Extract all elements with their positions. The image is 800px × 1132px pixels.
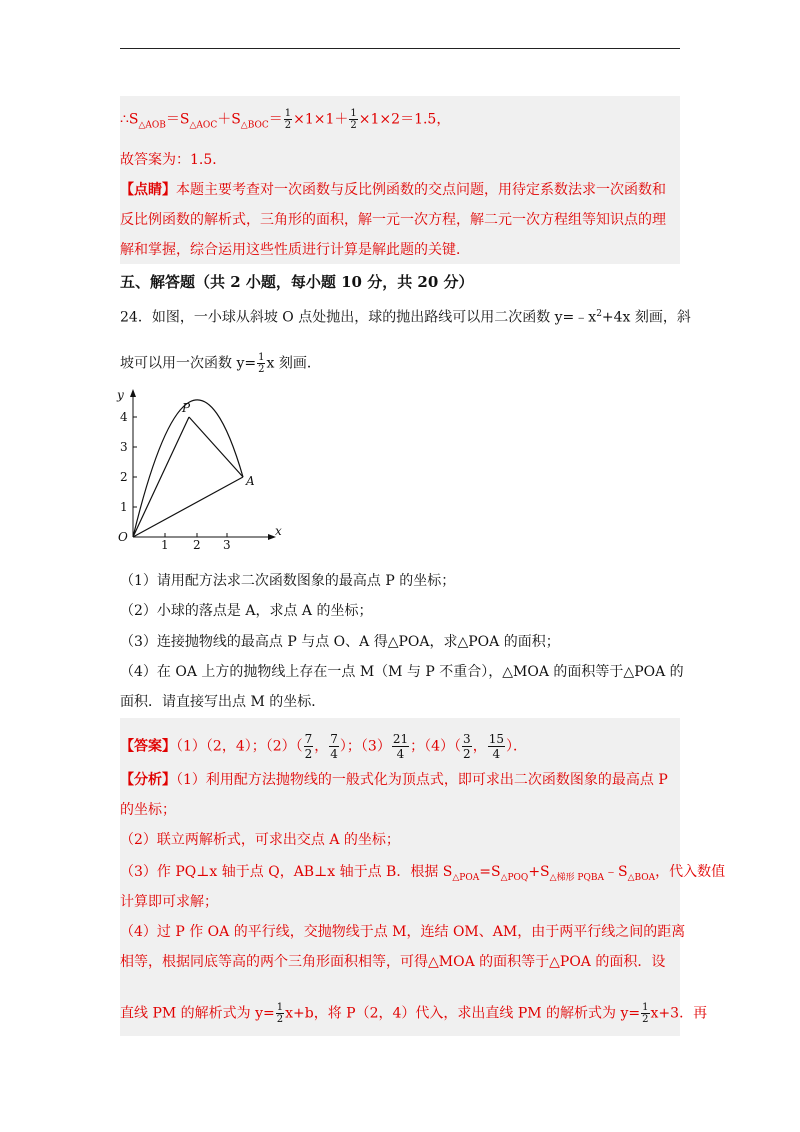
segment-op: [133, 417, 189, 537]
sub-question-1: （1）请用配方法求二次函数图象的最高点 P 的坐标；: [120, 573, 456, 589]
fraction-half: $\frac{1}{2}$: [284, 108, 292, 131]
fraction: $\frac{3}{2}$: [463, 732, 471, 761]
fraction-half: $\frac{1}{2}$: [350, 108, 357, 131]
fraction: $\frac{15}{4}$: [488, 732, 504, 761]
analysis-line-2: 的坐标；: [120, 802, 176, 818]
fraction: $\frac{21}{4}$: [392, 732, 409, 761]
slope-line: [133, 477, 243, 537]
sub-question-2: （2）小球的落点是 A，求点 A 的坐标；: [120, 603, 373, 619]
x-tick-label: 1: [161, 538, 169, 550]
segment-pa: [189, 417, 243, 477]
comment-line-2: 反比例函数的解析式，三角形的面积，解一元一次方程，解二元一次方程组等知识点的理: [120, 212, 666, 228]
y-tick-label: 1: [120, 500, 128, 514]
point-p-label: P: [182, 401, 191, 415]
analysis-line-8: 直线 PM 的解析式为 y= $\frac{1}{2}$ x+b，将 P（2，4）代入，求出直线 PM 的解析式为 y= $\frac{1}{2}$ x+3．再: [120, 1002, 708, 1025]
y-tick-label: 4: [120, 410, 128, 424]
answer-line: 故答案为：1.5．: [120, 152, 227, 168]
sub-question-4-line-1: （4）在 OA 上方的抛物线上存在一点 M（M 与 P 不重合），△MOA 的面积等于△POA 的: [120, 664, 684, 680]
question-line-1: 24．如图，一小球从斜坡 O 点处抛出，球的抛出路线可以用二次函数 $y=﹣x^2+4x$ 刻画，斜: [120, 309, 691, 326]
section-title: 五、解答题（共 2 小题，每小题 10 分，共 20 分）: [120, 273, 474, 291]
analysis-line-6: （4）过 P 作 OA 的平行线，交抛物线于点 M，连结 OM、AM，由于两平行线之间的距离: [120, 924, 686, 940]
origin-label: O: [118, 530, 128, 544]
fraction-half: $\frac{1}{2}$: [258, 352, 265, 375]
analysis-line-3: （2）联立两解析式，可求出交点 A 的坐标；: [120, 832, 400, 848]
header-rule: [120, 48, 680, 49]
comment-line-3: 解和掌握，综合运用这些性质进行计算是解此题的关键．: [120, 242, 470, 258]
answer-row: 【答案】（1）（2，4）；（2）（ $\frac{7}{2}$ ， $\frac{7}{4}$ ）；（3） $\frac{21}{4}$ ；（4）（ $\frac{3}{2}$ ， $\frac{15}{4}$ ）．: [120, 732, 527, 761]
fraction-half: $\frac{1}{2}$: [276, 1002, 284, 1025]
area-formula: $\therefore S_{\triangle AOB}=S_{\triangle AOC}+S_{\triangle BOC}=$ $\frac{1}{2}$ ×1×1＋ $\frac{1}{2}$ ×1×2＝1.5，: [120, 108, 451, 131]
y-axis-label: y: [117, 388, 124, 402]
fraction: $\frac{7}{2}$: [304, 732, 313, 761]
x-axis: [133, 534, 276, 540]
x-axis-label: x: [275, 524, 282, 538]
sub-question-4-line-2: 面积．请直接写出点 M 的坐标．: [120, 694, 326, 710]
fraction-half: $\frac{1}{2}$: [642, 1002, 649, 1025]
fraction: $\frac{7}{4}$: [330, 732, 338, 761]
sub-question-3: （3）连接抛物线的最高点 P 与点 O、A 得△POA，求△POA 的面积；: [120, 634, 560, 650]
analysis-line-7: 相等，根据同底等高的两个三角形面积相等，可得△MOA 的面积等于△POA 的面积．设: [120, 954, 666, 970]
x-tick-label: 2: [193, 538, 201, 550]
analysis-line-1: 【分析】（1）利用配方法抛物线的一般式化为顶点式，即可求出二次函数图象的最高点 P: [120, 772, 668, 788]
parabola-figure: [115, 385, 290, 550]
y-tick-label: 2: [120, 470, 128, 484]
analysis-line-5: 计算即可求解；: [120, 894, 218, 910]
y-tick-label: 3: [120, 440, 128, 454]
analysis-line-4: （3）作 PQ⊥x 轴于点 Q，AB⊥x 轴于点 B．根据 $S_{\triangle POA}=S_{\triangle POQ}+S_{\triangle 梯形 PQBA}﹣S_{\triangle BOA}$，代入数值: [120, 864, 726, 883]
comment-line-1: 【点睛】本题主要考查对一次函数与反比例函数的交点问题，用待定系数法求一次函数和: [120, 182, 666, 198]
point-a-label: A: [246, 474, 255, 488]
y-axis: [130, 389, 136, 537]
question-line-2: 坡可以用一次函数 y= $\frac{1}{2}$ x 刻画．: [120, 352, 321, 375]
x-tick-label: 3: [223, 538, 231, 550]
